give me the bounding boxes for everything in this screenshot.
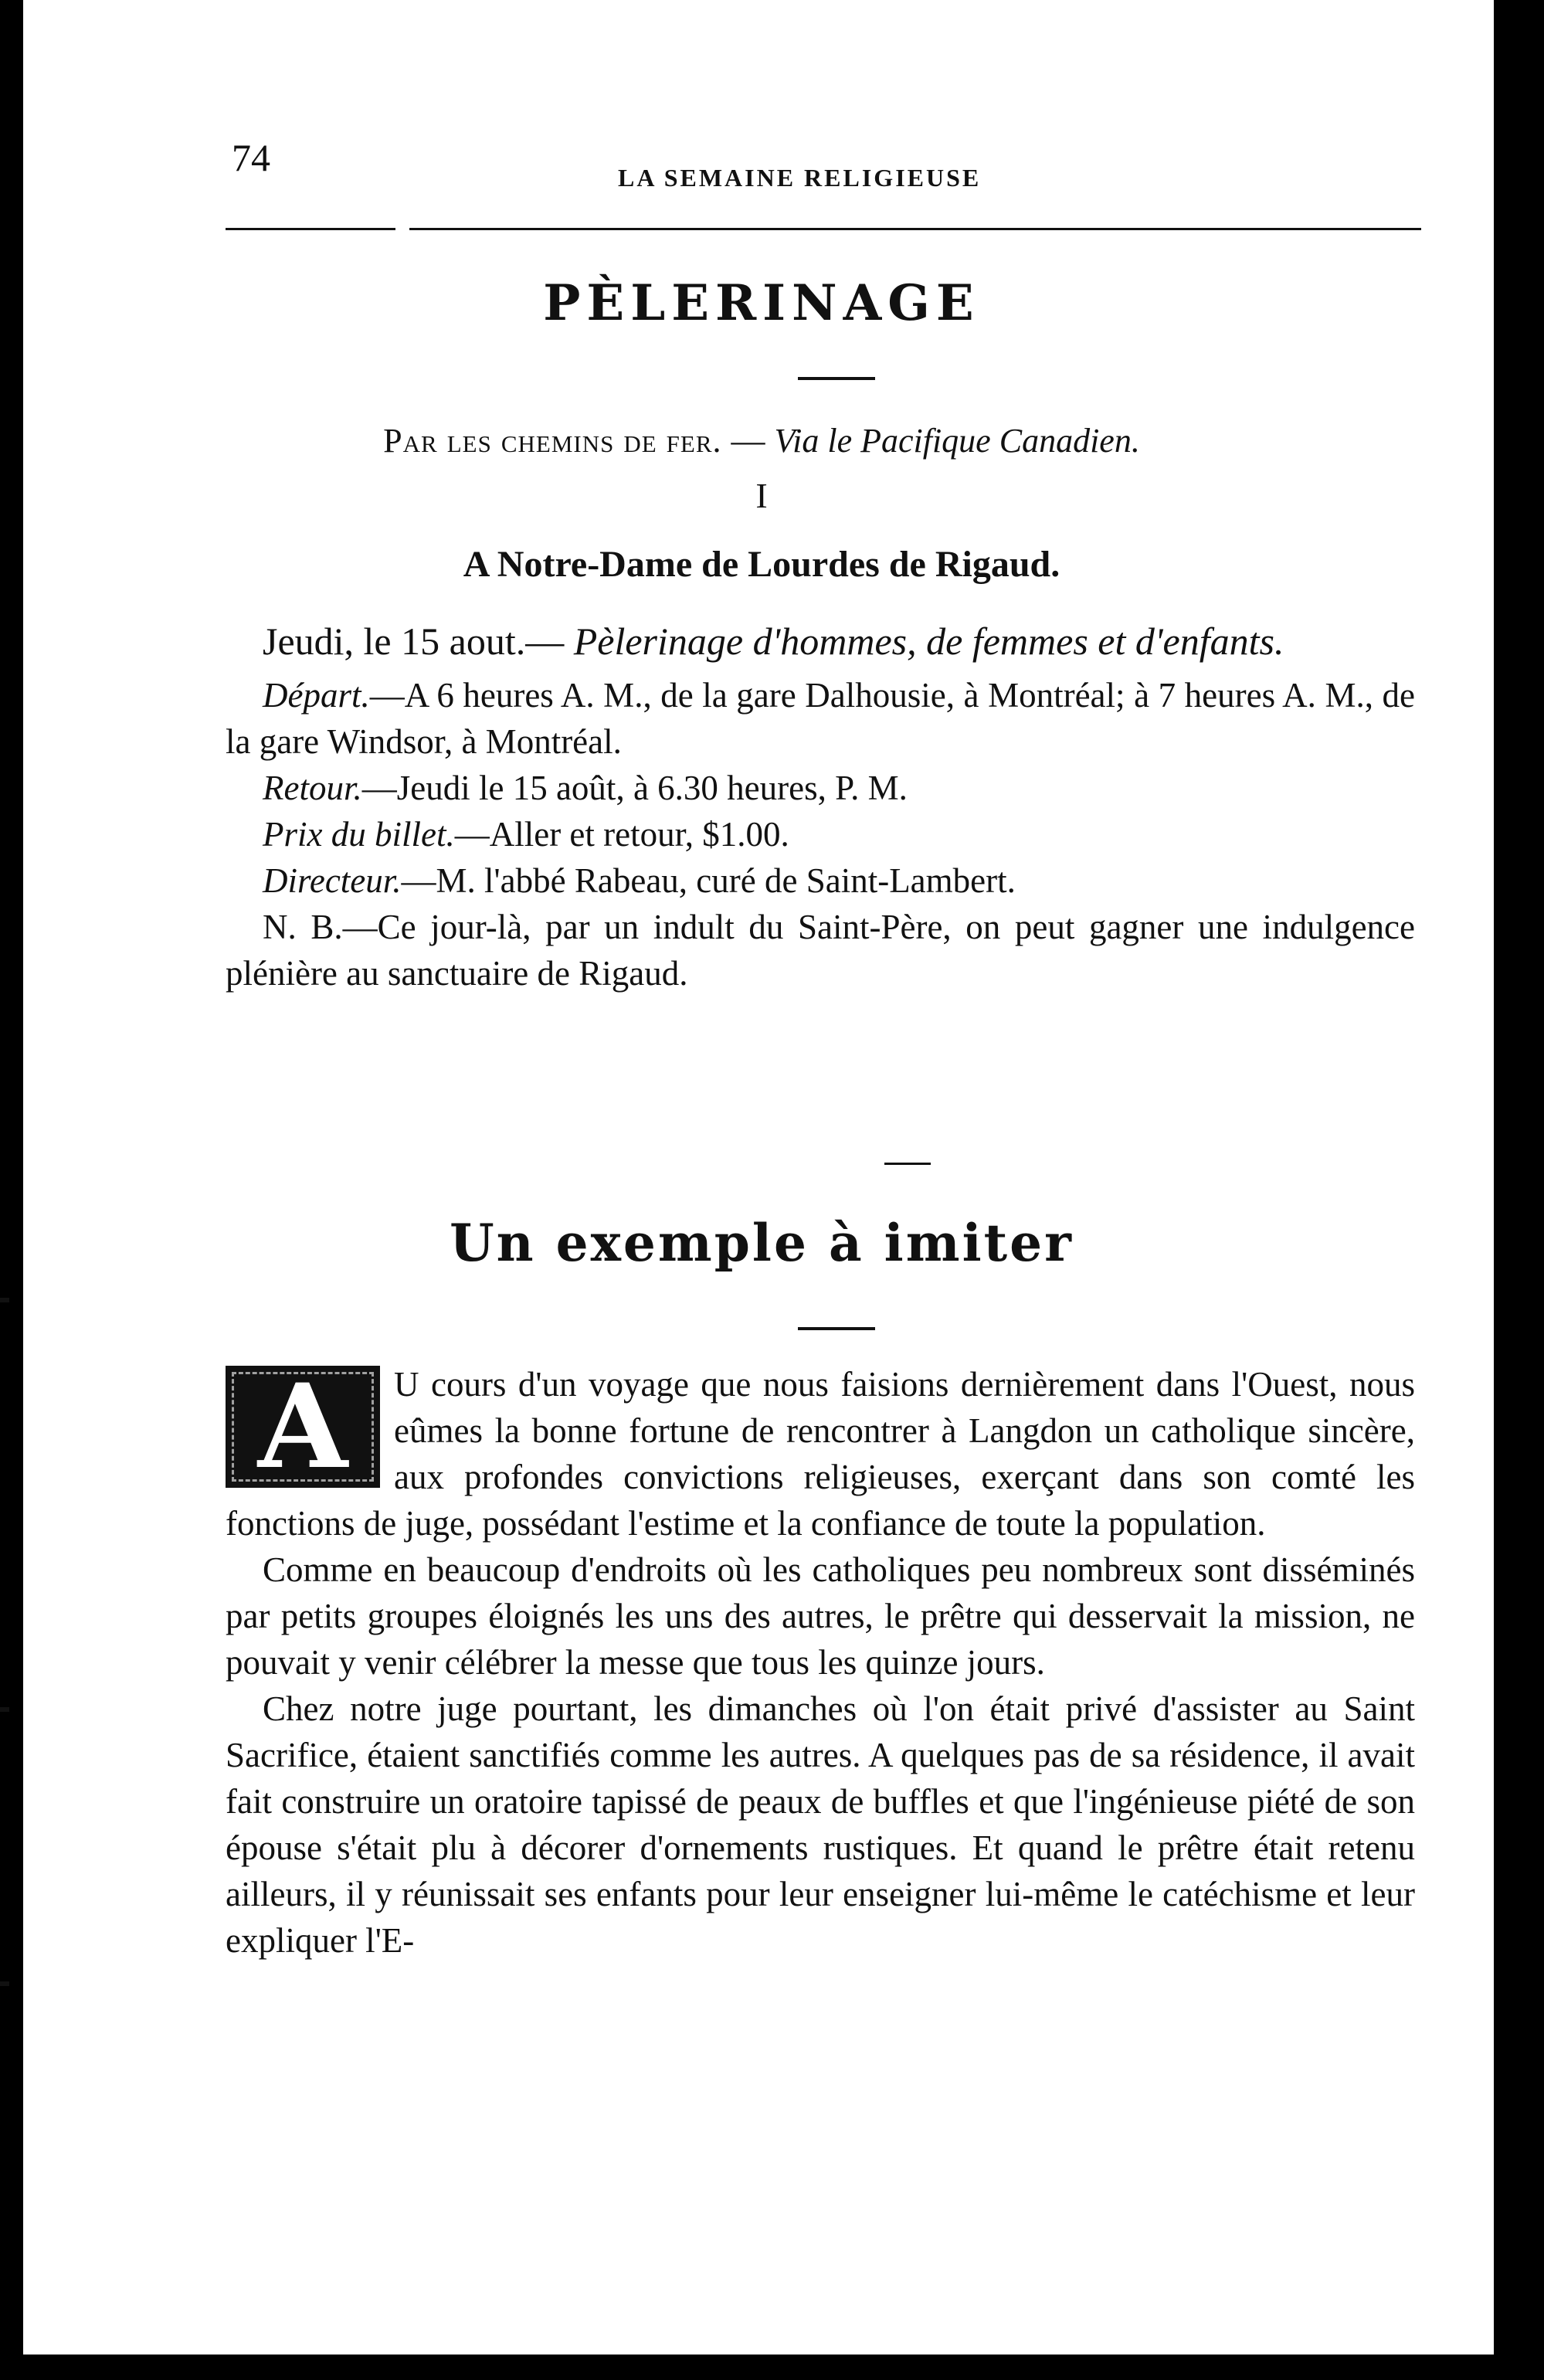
article-title: Un exemple à imiter <box>450 1213 1074 1273</box>
depart-label: Départ. <box>263 676 370 715</box>
article-paragraph-2: Comme en beaucoup d'endroits où les catholiques peu nombreux sont disséminés par petits groupes éloignés les uns des autres, le prêtre qui desservait la mission, ne pouvait y venir célébrer la messe que tous les quinze jours. <box>226 1550 1415 1682</box>
drop-cap: A <box>226 1366 380 1488</box>
running-title: LA SEMAINE RELIGIEUSE <box>618 164 982 192</box>
prix-paragraph <box>226 811 1415 857</box>
retour-label: Retour. <box>263 769 362 807</box>
nb-paragraph: N. B.—Ce jour-là, par un indult du Saint-Père, on peut gagner une indulgence plénière au sanctuaire de Rigaud. <box>226 908 1415 993</box>
date-line: Jeudi, le 15 aout.— <box>263 620 565 663</box>
section-heading: A Notre-Dame de Lourdes de Rigaud. <box>463 544 1060 585</box>
article-body <box>226 1361 1415 1964</box>
section-number: I <box>755 476 768 515</box>
subtitle-via: Via le Pacifique Canadien. <box>774 422 1140 460</box>
title-divider <box>798 377 875 380</box>
pilgrimage-details <box>226 618 1415 996</box>
date-paragraph <box>226 618 1415 664</box>
article-paragraph-1: U cours d'un voyage que nous faisions dernièrement dans l'Ouest, nous eûmes la bonne fortune de rencontrer à Langdon un catholique sincère, aux profondes convictions religieuses, exerçant dans son comté les fonctions de juge, possédant l'estime et la confiance de toute la population. <box>226 1365 1415 1543</box>
directeur-paragraph <box>226 857 1415 904</box>
depart-text: —A 6 heures A. M., de la gare Dalhousie, à Montréal; à 7 heures A. M., de la gare Windsor, à Montréal. <box>226 676 1415 761</box>
pilgrimage-title: PÈLERINAGE <box>543 274 980 332</box>
edge-mark <box>0 1298 9 1302</box>
article-title-divider <box>798 1327 875 1330</box>
retour-text: —Jeudi le 15 août, à 6.30 heures, P. M. <box>361 769 908 807</box>
header-rule-left <box>226 228 395 230</box>
pilgrimage-subtitle <box>23 421 1500 460</box>
edge-mark <box>0 1707 9 1712</box>
header-rule-right <box>409 228 1421 230</box>
article-paragraph-3: Chez notre juge pourtant, les dimanches où l'on était privé d'assister au Saint Sacrifice, étaient sanctifiés comme les autres. A quelques pas de sa résidence, il avait fait construire un oratoire tapissé de peaux de buffles et que l'ingénieuse piété de son épouse s'était plu à décorer d'ornements rustiques. Et quand le prêtre était retenu ailleurs, il y réunissait ses enfants pour leur enseigner lui-même le catéchisme et leur expliquer l'E- <box>226 1689 1415 1960</box>
document-page <box>23 0 1500 2355</box>
section-divider <box>884 1163 931 1165</box>
retour-paragraph <box>226 765 1415 811</box>
subtitle-prefix: Par les chemins de fer. — <box>383 422 766 460</box>
directeur-text: —M. l'abbé Rabeau, curé de Saint-Lambert. <box>401 861 1016 900</box>
page-number: 74 <box>232 136 270 179</box>
date-desc: Pèlerinage d'hommes, de femmes et d'enfants. <box>573 620 1284 663</box>
edge-mark <box>0 1981 9 1986</box>
directeur-label: Directeur. <box>263 861 402 900</box>
depart-paragraph <box>226 672 1415 765</box>
prix-text: —Aller et retour, $1.00. <box>454 815 789 854</box>
prix-label: Prix du billet. <box>263 815 455 854</box>
page-border <box>1494 0 1500 2355</box>
